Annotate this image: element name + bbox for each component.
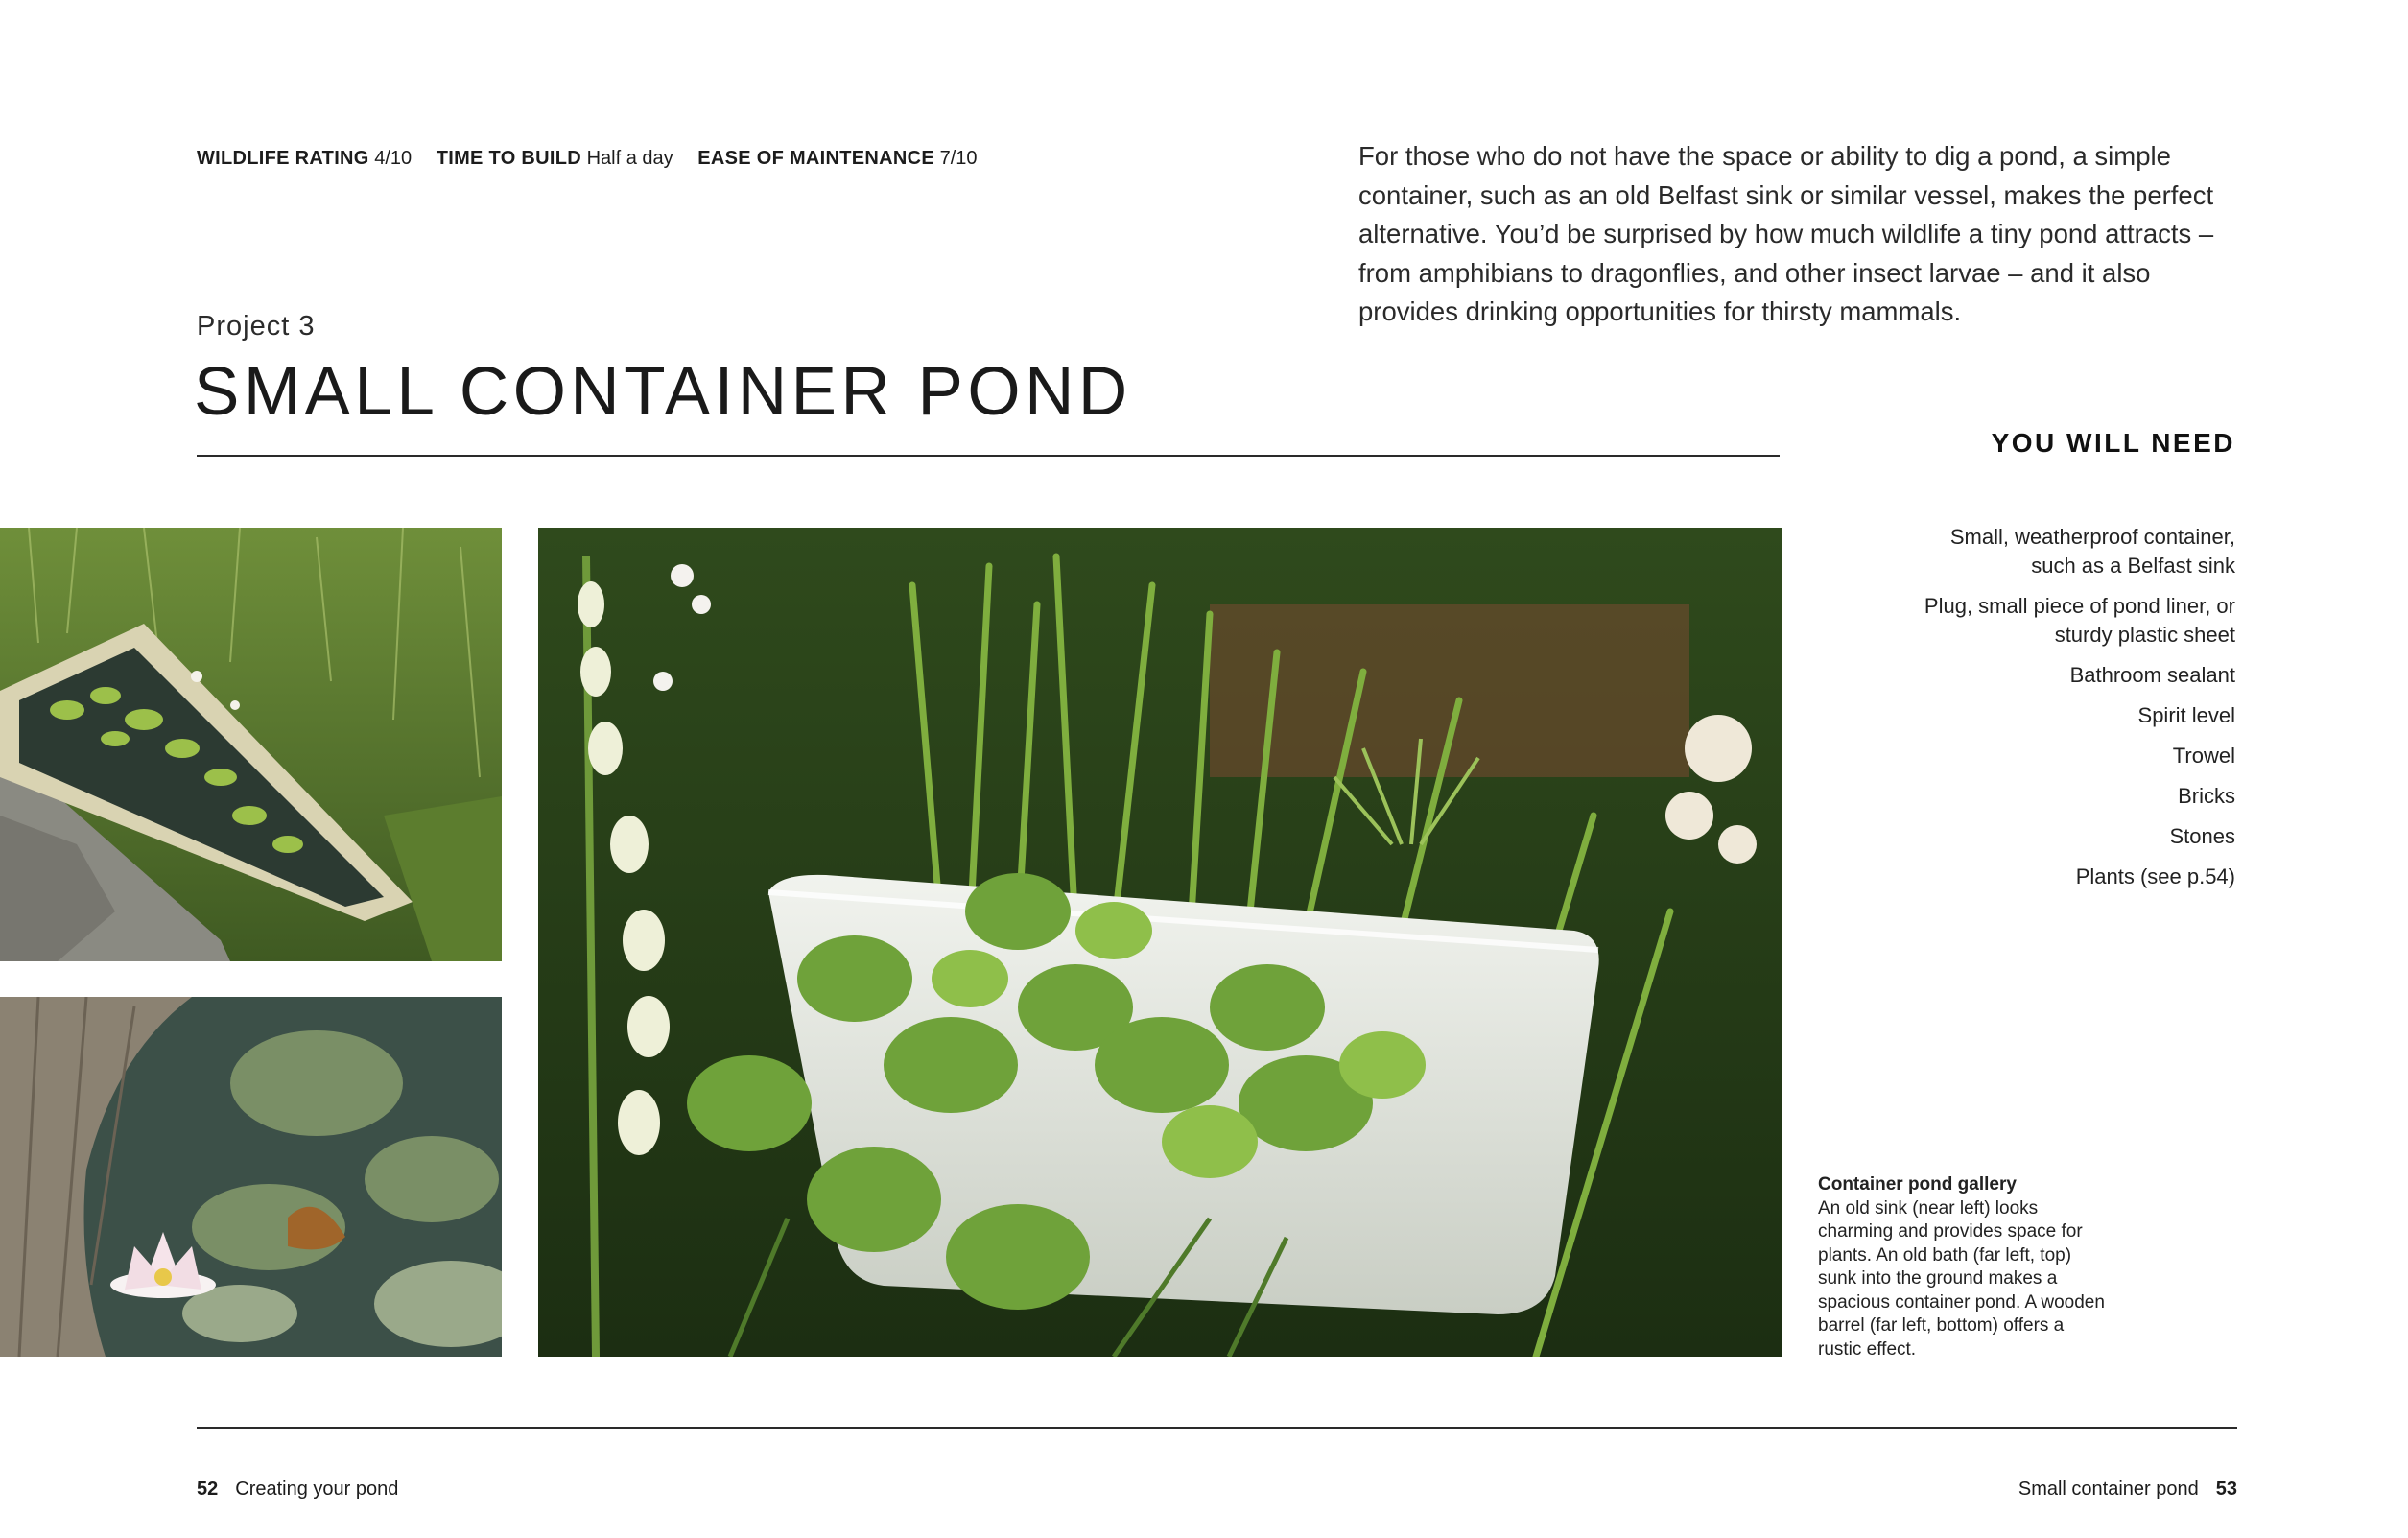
caption-text: An old sink (near left) looks charming and provides space for plants. An old bath (far left, top) sunk into the ground makes a spacious container pond. A wooden barrel (far left, bottom) offers a rustic effect.	[1818, 1197, 2105, 1360]
title-divider	[197, 455, 1780, 457]
belfast-sink-pond-photo	[538, 528, 1782, 1357]
ease-of-maintenance: EASE OF MAINTENANCE 7/10	[697, 148, 978, 169]
list-item: Stones	[2169, 824, 2235, 848]
list-item: Bricks	[2178, 784, 2235, 808]
project-label: Project 3	[197, 311, 316, 342]
time-to-build: TIME TO BUILD Half a day	[436, 148, 673, 169]
intro-paragraph: For those who do not have the space or ability to dig a pond, a simple container, such as an old Belfast sink or similar vessel, makes the perfect alternative. You’d be surprised by how much wildlife a tiny pond attracts – from amphibians to dragonflies, and other insect larvae – and it also provides drinking opportunities for thirsty mammals.	[1358, 141, 2214, 326]
footer-divider	[197, 1427, 2237, 1429]
barrel-pond-illustration	[0, 997, 502, 1357]
footer-right	[2018, 1479, 2237, 1501]
wildlife-rating: WILDLIFE RATING 4/10	[197, 148, 413, 169]
list-item: Trowel	[2172, 744, 2235, 768]
footer-left	[197, 1479, 398, 1501]
bath-pond-illustration	[0, 528, 502, 961]
left-section-title: Creating your pond	[235, 1479, 399, 1500]
bath-pond-photo	[0, 528, 502, 961]
list-item: Spirit level	[2137, 703, 2235, 727]
left-page-number: 52	[197, 1479, 219, 1500]
list-item: Small, weatherproof container, such as a Belfast sink	[1949, 525, 2235, 578]
barrel-pond-photo	[0, 997, 502, 1357]
list-item: Bathroom sealant	[2069, 663, 2235, 687]
page-title: SMALL CONTAINER POND	[194, 354, 1132, 430]
right-page-number: 53	[2215, 1479, 2237, 1500]
you-will-need-heading: YOU WILL NEED	[1991, 428, 2235, 458]
photo-caption	[1818, 1173, 2106, 1361]
sink-pond-illustration	[538, 528, 1782, 1357]
ratings-bar	[197, 148, 997, 170]
materials-list	[1823, 523, 2235, 903]
caption-title: Container pond gallery	[1818, 1174, 2017, 1195]
right-section-title: Small container pond	[2018, 1479, 2199, 1500]
list-item: Plants (see p.54)	[2075, 864, 2235, 888]
list-item: Plug, small piece of pond liner, or sturdy plastic sheet	[1924, 594, 2235, 647]
